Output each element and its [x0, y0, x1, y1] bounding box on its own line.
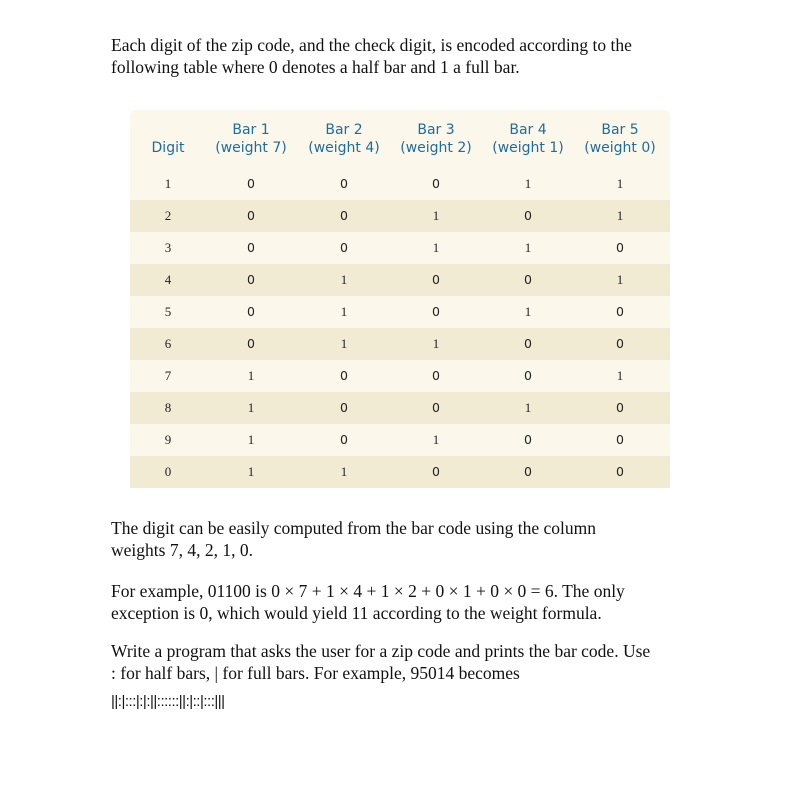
digit-cell: 1 [164, 176, 172, 191]
column-header-line-2: (weight 4) [308, 140, 380, 156]
program-line-1: Write a program that asks the user for a zip code and prints the bar code. Use [111, 641, 651, 661]
bar-encoding-table [130, 110, 670, 482]
bar-cell: 1 [616, 272, 624, 287]
bar-cell: 1 [524, 240, 532, 255]
bar-cell: 0 [616, 464, 624, 479]
column-header-line-1: Bar 4 [509, 122, 547, 138]
digit-cell: 3 [164, 240, 172, 255]
bar-cell: 0 [247, 240, 255, 255]
bar-cell: 1 [340, 272, 348, 287]
bar-cell: 1 [432, 208, 440, 223]
bar-cell: 1 [616, 176, 624, 191]
bar-cell: 0 [616, 240, 624, 255]
column-header [478, 121, 578, 157]
bar-cell: 1 [247, 400, 255, 415]
intro-line-1: Each digit of the zip code, and the check digit, is encoded according to the [111, 35, 632, 55]
bar-cell: 1 [247, 368, 255, 383]
example-line-2: exception is 0, which would yield 11 according to the weight formula. [111, 603, 602, 623]
digit-cell: 8 [164, 400, 172, 415]
bar-cell: 1 [432, 336, 440, 351]
barcode-example: ||:|:::|:|:||::::::||:|::|:::||| [111, 693, 225, 710]
column-header-line-2: (weight 1) [492, 140, 564, 156]
bar-cell: 0 [616, 400, 624, 415]
bar-cell: 0 [340, 240, 348, 255]
bar-cell: 0 [340, 368, 348, 383]
bar-cell: 0 [432, 368, 440, 383]
column-header-line-1: Bar 3 [417, 122, 455, 138]
bar-cell: 0 [432, 272, 440, 287]
computed-line-2: weights 7, 4, 2, 1, 0. [111, 540, 253, 560]
bar-cell: 0 [432, 464, 440, 479]
column-header-line-2: Digit [151, 140, 185, 156]
program-line-2: : for half bars, | for full bars. For example, 95014 becomes [111, 663, 520, 683]
bar-cell: 0 [524, 432, 532, 447]
bar-cell: 0 [247, 208, 255, 223]
bar-cell: 0 [524, 464, 532, 479]
bar-cell: 0 [340, 432, 348, 447]
bar-cell: 0 [340, 208, 348, 223]
bar-cell: 1 [524, 400, 532, 415]
program-paragraph [111, 640, 711, 684]
column-header [386, 121, 486, 157]
bar-cell: 0 [524, 336, 532, 351]
bar-cell: 0 [247, 304, 255, 319]
row-stripe [130, 392, 670, 424]
column-header-line-1: Bar 5 [601, 122, 639, 138]
row-stripe [130, 264, 670, 296]
bar-cell: 1 [340, 304, 348, 319]
bar-cell: 1 [340, 464, 348, 479]
example-paragraph [111, 580, 711, 624]
bar-cell: 0 [524, 272, 532, 287]
example-line-1: For example, 01100 is 0 × 7 + 1 × 4 + 1 × 2 + 0 × 1 + 0 × 0 = 6. The only [111, 581, 625, 601]
bar-cell: 0 [247, 176, 255, 191]
column-header-line-2: (weight 2) [400, 140, 472, 156]
digit-cell: 6 [164, 336, 172, 351]
digit-cell: 9 [164, 432, 172, 447]
column-header-line-1: Bar 1 [232, 122, 270, 138]
column-header [201, 121, 301, 157]
bar-cell: 1 [340, 336, 348, 351]
bar-cell: 0 [524, 368, 532, 383]
bar-cell: 1 [524, 176, 532, 191]
column-header-line-2: (weight 0) [584, 140, 656, 156]
bar-cell: 1 [524, 304, 532, 319]
bar-cell: 0 [432, 304, 440, 319]
bar-cell: 1 [247, 432, 255, 447]
intro-line-2: following table where 0 denotes a half bar and 1 a full bar. [111, 57, 520, 77]
bar-cell: 0 [432, 176, 440, 191]
row-stripe [130, 456, 670, 488]
bar-cell: 1 [432, 432, 440, 447]
computed-line-1: The digit can be easily computed from the bar code using the column [111, 518, 596, 538]
bar-cell: 0 [616, 336, 624, 351]
bar-cell: 0 [524, 208, 532, 223]
column-header [570, 121, 670, 157]
bar-cell: 0 [340, 400, 348, 415]
row-stripe [130, 200, 670, 232]
intro-paragraph [111, 34, 711, 78]
digit-cell: 4 [164, 272, 172, 287]
bar-cell: 0 [616, 304, 624, 319]
bar-cell: 0 [616, 432, 624, 447]
row-stripe [130, 328, 670, 360]
bar-cell: 0 [247, 272, 255, 287]
column-header-line-2: (weight 7) [215, 140, 287, 156]
computed-paragraph [111, 517, 711, 561]
bar-cell: 1 [616, 208, 624, 223]
digit-cell: 2 [164, 208, 172, 223]
digit-cell: 0 [164, 464, 172, 479]
bar-cell: 1 [616, 368, 624, 383]
bar-cell: 0 [432, 400, 440, 415]
bar-cell: 1 [247, 464, 255, 479]
bar-cell: 0 [340, 176, 348, 191]
column-header-line-1: Bar 2 [325, 122, 363, 138]
digit-cell: 7 [164, 368, 172, 383]
column-header [294, 121, 394, 157]
digit-cell: 5 [164, 304, 172, 319]
bar-cell: 1 [432, 240, 440, 255]
bar-cell: 0 [247, 336, 255, 351]
